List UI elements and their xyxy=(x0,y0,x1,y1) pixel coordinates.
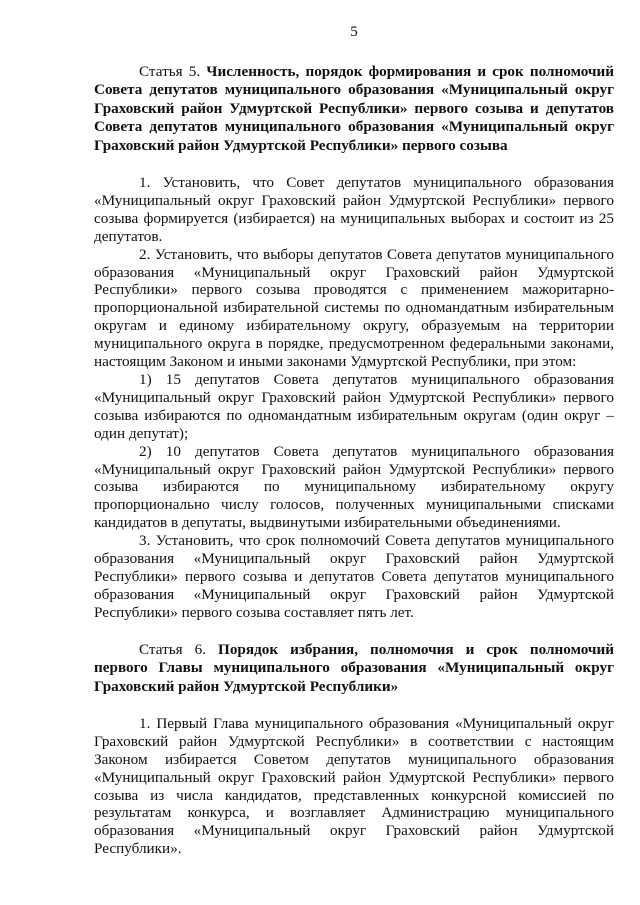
article-5-heading xyxy=(94,63,614,155)
article-5-paragraph: 2. Установить, что выборы депутатов Совета депутатов муниципального образования «Муниципальный округ Граховский район Удмуртской Республики» первого созыва проводятся с применением мажоритарно-пропорциональной избирательной системы по одномандатным избирательным округам и единому избирательному округу, образуемым на территории муниципального округа в порядке, предусмотренном федеральными законами, настоящим Законом и иными законами Удмуртской Республики, при этом: xyxy=(94,245,614,371)
article-5-paragraph: 1) 15 депутатов Совета депутатов муниципального образования «Муниципальный округ Граховский район Удмуртской Республики» первого созыва избираются по одномандатным избирательным округам (один округ – один депутат); xyxy=(94,371,614,442)
article-6-prefix: Статья 6. xyxy=(139,640,218,658)
article-6-title: Порядок избрания, полномочия и срок полномочий первого Главы муниципального образования «Муниципальный округ Граховский район Удмуртской Республики» xyxy=(94,640,614,695)
article-5-prefix: Статья 5. xyxy=(139,63,207,80)
article-6-heading xyxy=(94,641,614,696)
article-5-paragraph: 1. Установить, что Совет депутатов муниципального образования «Муниципальный округ Граховский район Удмуртской Республики» первого созыва формируется (избирается) на муниципальных выборах и состоит из 25 депутатов. xyxy=(94,174,614,245)
article-5-paragraph: 2) 10 депутатов Совета депутатов муниципального образования «Муниципальный округ Граховский район Удмуртской Республики» первого созыва избираются по муниципальному избирательному округу пропорционально числу голосов, полученных муниципальными списками кандидатов в депутаты, выдвинутыми избирательными объединениями. xyxy=(94,442,614,532)
article-5-paragraph: 3. Установить, что срок полномочий Совета депутатов муниципального образования «Муниципальный округ Граховский район Удмуртской Республики» первого созыва и депутатов Совета депутатов муниципального образования «Муниципальный округ Граховский район Удмуртской Республики» первого созыва составляет пять лет. xyxy=(94,532,614,621)
article-6-paragraph: 1. Первый Глава муниципального образования «Муниципальный округ Граховский район Удмуртской Республики» в соответствии с настоящим Законом избирается Советом депутатов муниципального образования «Муниципальный округ Граховский район Удмуртской Республики» первого созыва из числа кандидатов, представленных конкурсной комиссией по результатам конкурса, и возглавляет Администрацию муниципального образования «Муниципальный округ Граховский район Удмуртской Республики». xyxy=(94,714,614,858)
article-5-title: Численность, порядок формирования и срок полномочий Совета депутатов муниципального образования «Муниципальный округ Граховский район Удмуртской Республики» первого созыва и депутатов Совета депутатов муниципального образования «Муниципальный округ Граховский район Удмуртской Республики» первого созыва xyxy=(94,63,614,154)
page-number: 5 xyxy=(350,24,358,40)
